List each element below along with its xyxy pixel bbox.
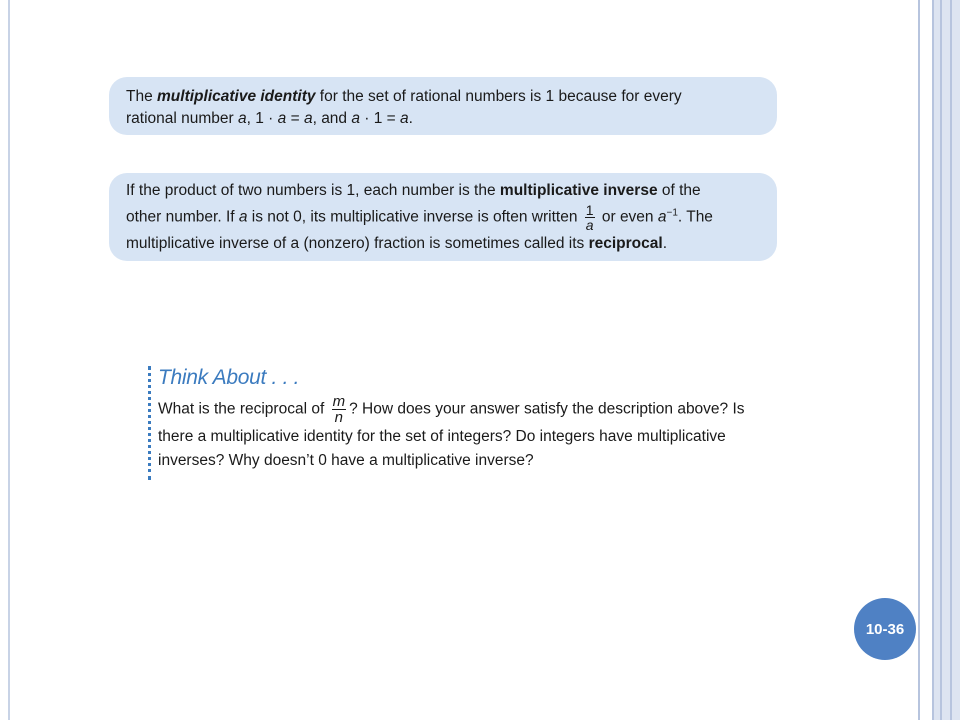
variable-a: a: [657, 208, 667, 226]
fraction-denominator: n: [332, 409, 347, 425]
variable-a: a: [238, 110, 247, 128]
inverse-text: of the: [657, 182, 701, 199]
inverse-text: or even: [597, 208, 658, 226]
inverse-text: If the product of two numbers is 1, each number is the: [126, 182, 500, 199]
think-about-section: [148, 366, 828, 480]
variable-a: a: [277, 110, 287, 128]
inverse-definition-line-3: [126, 232, 760, 256]
identity-text: · 1 =: [359, 110, 401, 128]
identity-definition-line-1: [126, 86, 760, 108]
left-border-rule: [8, 0, 10, 720]
inverse-term: multiplicative inverse: [499, 182, 658, 199]
identity-text: The: [126, 88, 158, 105]
variable-a: a: [238, 208, 248, 226]
inverse-text: multiplicative inverse of a (nonzero) fraction is sometimes called its: [126, 235, 589, 253]
think-about-title: Think About . . .: [158, 366, 300, 389]
variable-a: a: [400, 110, 409, 128]
inverse-text: . The: [677, 208, 713, 226]
think-text: there a multiplicative identity for the set of integers? Do integers have multiplicative: [158, 428, 726, 445]
inverse-text: .: [662, 235, 668, 253]
multiplicative-identity-box: [109, 77, 777, 135]
inverse-definition-line-1: [126, 179, 760, 203]
fraction-numerator: m: [332, 393, 346, 410]
identity-definition-line-2: [126, 108, 760, 130]
identity-text: for the set of rational numbers is 1 because for every: [315, 88, 682, 105]
think-about-questions: [158, 394, 828, 472]
identity-text: rational number: [126, 110, 239, 128]
fraction-numerator: 1: [585, 202, 594, 219]
variable-a: a: [351, 110, 360, 128]
multiplicative-inverse-box: [109, 173, 777, 261]
think-text: inverses? Why doesn’t 0 have a multiplicative inverse?: [158, 451, 534, 469]
fraction-denominator: a: [585, 217, 594, 234]
variable-a: a: [303, 110, 313, 128]
identity-text: , and: [312, 110, 352, 128]
identity-text: =: [286, 110, 304, 128]
think-text: ? How does your answer satisfy the description above? Is: [349, 400, 745, 418]
right-border-stripes: [916, 0, 960, 720]
fraction-one-over-a: [585, 203, 595, 232]
identity-term: multiplicative identity: [157, 88, 316, 105]
think-text: What is the reciprocal of: [158, 400, 329, 418]
inverse-text: is not 0, its multiplicative inverse is often written: [247, 208, 582, 226]
fraction-m-over-n: [332, 394, 347, 425]
exponent: −1: [666, 207, 678, 219]
identity-text: , 1 ·: [246, 110, 278, 128]
page-number-badge: [854, 598, 916, 660]
page-number: 10-36: [865, 620, 905, 638]
reciprocal-term: reciprocal: [588, 235, 663, 253]
identity-text: .: [408, 110, 413, 128]
inverse-definition-line-2: [126, 203, 760, 232]
inverse-text: other number. If: [126, 208, 239, 226]
